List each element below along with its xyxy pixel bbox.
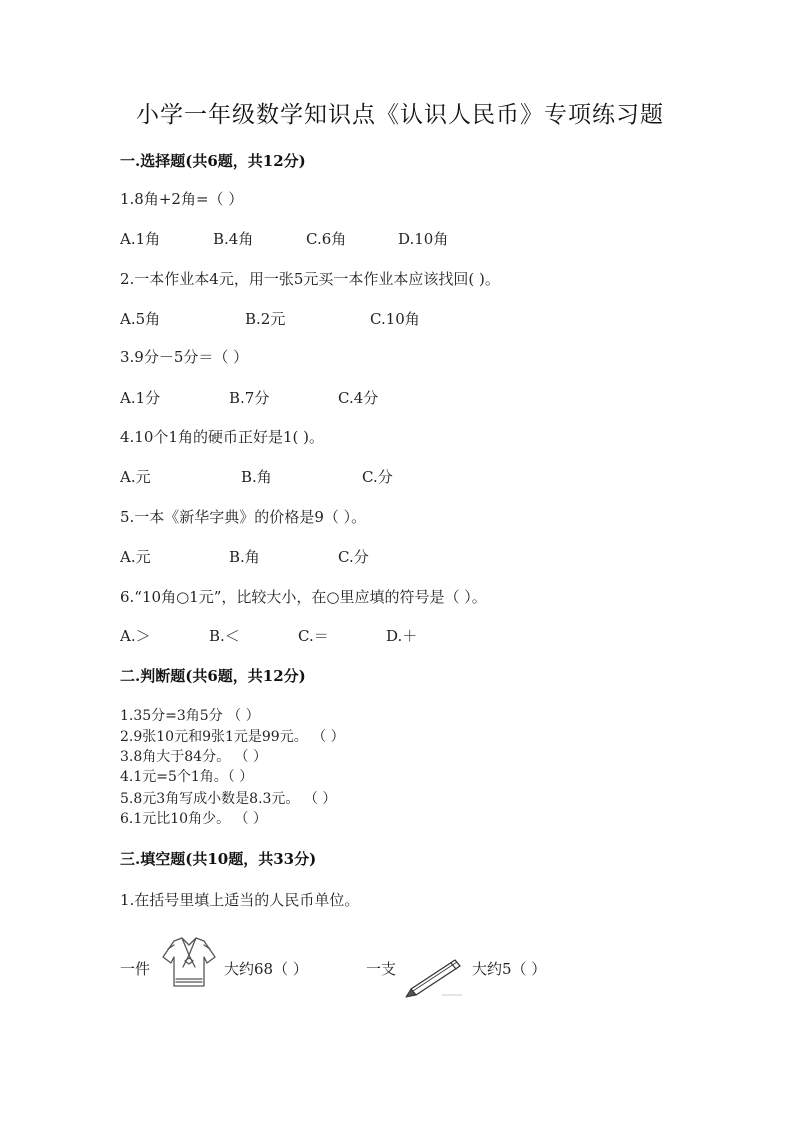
fill-question-1: 1.在括号里填上适当的人民币单位。 bbox=[120, 891, 360, 909]
choice-5-option-c: C.分 bbox=[338, 548, 369, 566]
item2-prefix: 一支 bbox=[366, 960, 397, 978]
choice-question-5: 5.一本《新华字典》的价格是9（ ）。 bbox=[120, 508, 367, 526]
choice-2-option-c: C.10角 bbox=[370, 310, 420, 328]
choice-3-option-b: B.7分 bbox=[229, 389, 270, 407]
choice-5-option-b: B.角 bbox=[229, 548, 260, 566]
choice-1-option-a: A.1角 bbox=[120, 230, 161, 248]
choice-2-option-a: A.5角 bbox=[120, 310, 161, 328]
choice-question-6: 6.“10角○1元”，比较大小，在○里应填的符号是（ ）。 bbox=[120, 588, 487, 606]
judge-question-3: 3.8角大于84分。 （ ） bbox=[120, 749, 267, 765]
choice-4-option-b: B.角 bbox=[241, 468, 272, 486]
choice-4-option-a: A.元 bbox=[120, 468, 151, 486]
choice-6-option-d: D.＋ bbox=[386, 627, 418, 645]
choice-1-option-c: C.6角 bbox=[306, 230, 347, 248]
item1-suffix: 大约68（ ） bbox=[224, 960, 308, 978]
choice-5-option-a: A.元 bbox=[120, 548, 151, 566]
choice-3-option-c: C.4分 bbox=[338, 389, 379, 407]
choice-6-option-b: B.＜ bbox=[209, 627, 240, 645]
choice-1-option-d: D.10角 bbox=[398, 230, 449, 248]
choice-6-option-c: C.＝ bbox=[298, 627, 329, 645]
item1-prefix: 一件 bbox=[120, 960, 151, 978]
choice-6-option-a: A.＞ bbox=[120, 627, 151, 645]
choice-question-2: 2.一本作业本4元，用一张5元买一本作业本应该找回( )。 bbox=[120, 270, 500, 288]
judge-question-4: 4.1元=5个1角。（ ） bbox=[120, 769, 254, 785]
judge-question-1: 1.35分=3角5分 （ ） bbox=[120, 708, 260, 724]
item2-suffix: 大约5（ ） bbox=[472, 960, 547, 978]
choice-2-option-b: B.2元 bbox=[245, 310, 286, 328]
choice-question-1: 1.8角+2角=（ ） bbox=[120, 190, 244, 208]
section-heading-judge: 二.判断题(共6题，共12分) bbox=[120, 667, 306, 685]
choice-3-option-a: A.1分 bbox=[120, 389, 161, 407]
choice-question-3: 3.9分－5分＝（ ） bbox=[120, 348, 249, 366]
section-heading-fill: 三.填空题(共10题，共33分) bbox=[120, 850, 317, 868]
judge-question-2: 2.9张10元和9张1元是99元。 （ ） bbox=[120, 729, 345, 745]
choice-4-option-c: C.分 bbox=[362, 468, 393, 486]
judge-question-6: 6.1元比10角少。 （ ） bbox=[120, 811, 267, 827]
page-title: 小学一年级数学知识点《认识人民币》专项练习题 bbox=[136, 102, 664, 128]
pencil-icon bbox=[402, 955, 466, 999]
choice-question-4: 4.10个1角的硬币正好是1( )。 bbox=[120, 428, 324, 446]
shirt-icon bbox=[160, 935, 218, 990]
section-heading-choice: 一.选择题(共6题，共12分) bbox=[120, 152, 306, 170]
choice-1-option-b: B.4角 bbox=[213, 230, 254, 248]
judge-question-5: 5.8元3角写成小数是8.3元。 （ ） bbox=[120, 791, 337, 807]
